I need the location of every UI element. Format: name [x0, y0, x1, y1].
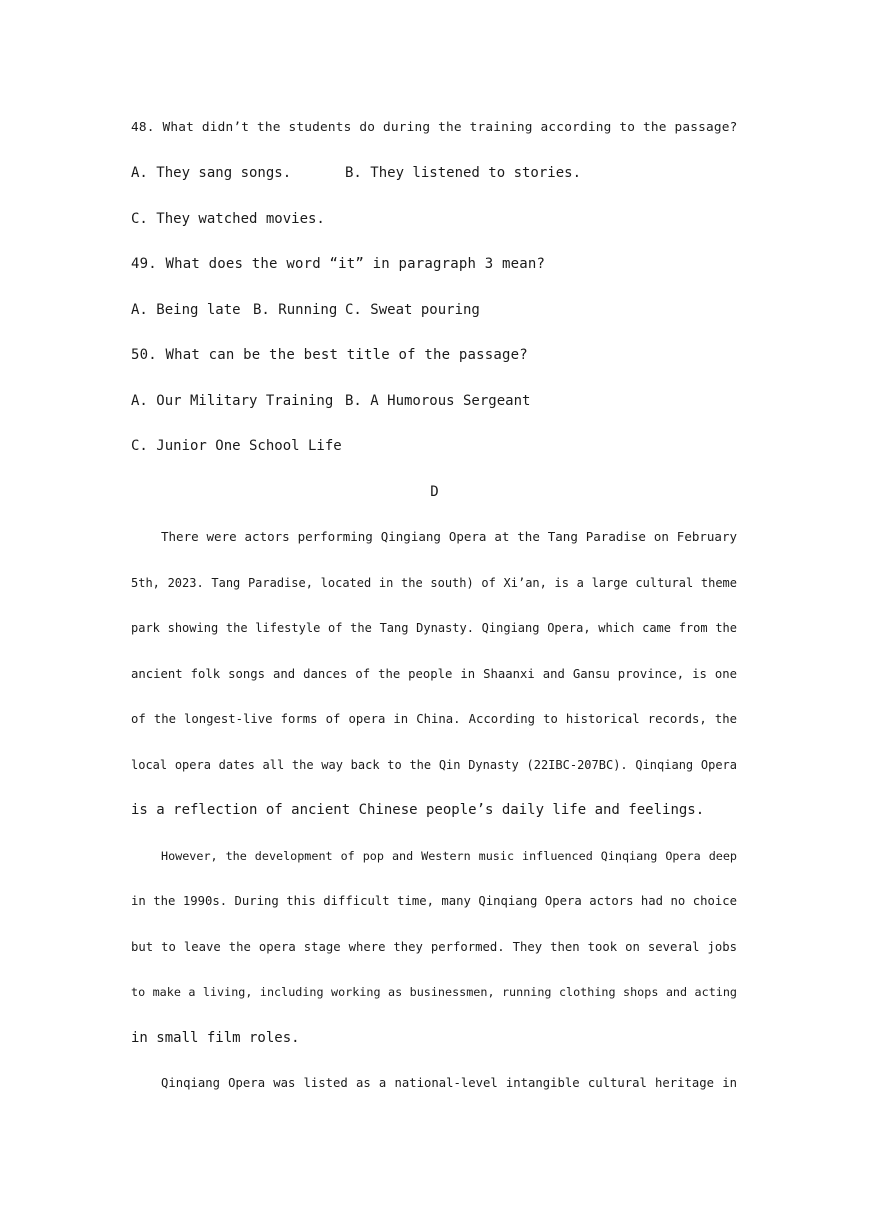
question-48-stem: 48. What didn’t the students do during the training according to the passage?	[131, 120, 738, 135]
question-50-stem: 50. What can be the best title of the passage?	[131, 347, 528, 363]
paragraph-2-line-5: in small film roles.	[131, 1030, 300, 1046]
paragraph-2-line-4: to make a living, including working as businessmen, running clothing shops and acting	[131, 985, 737, 999]
question-50-option-a: A. Our Military Training	[131, 393, 334, 409]
question-49-option-c: C. Sweat pouring	[345, 302, 480, 318]
paragraph-1-line-1: There were actors performing Qingiang Opera at the Tang Paradise on February	[161, 529, 737, 544]
question-49-option-a: A. Being late	[131, 302, 241, 318]
section-heading: D	[430, 484, 439, 500]
paragraph-2-line-2: in the 1990s. During this difficult time, many Qinqiang Opera actors had no choice	[131, 894, 737, 908]
question-48-option-b: B. They listened to stories.	[345, 165, 582, 181]
paragraph-1-line-3: park showing the lifestyle of the Tang Dynasty. Qingiang Opera, which came from the	[131, 621, 737, 635]
paragraph-2-line-3: but to leave the opera stage where they performed. They then took on several jobs	[131, 940, 737, 954]
paragraph-1-line-7: is a reflection of ancient Chinese people’s daily life and feelings.	[131, 802, 705, 818]
question-49-option-b: B. Running	[253, 302, 338, 318]
paragraph-2-line-1: However, the development of pop and Western music influenced Qinqiang Opera deep	[161, 849, 737, 863]
paragraph-1-line-6: local opera dates all the way back to the Qin Dynasty (22IBC-207BC). Qinqiang Opera	[131, 758, 737, 772]
question-49-stem: 49. What does the word “it” in paragraph 3 mean?	[131, 256, 546, 272]
question-48-option-c: C. They watched movies.	[131, 211, 325, 227]
paragraph-3-line-1: Qinqiang Opera was listed as a national-level intangible cultural heritage in	[161, 1076, 737, 1090]
question-48-option-a: A. They sang songs.	[131, 165, 292, 181]
paragraph-1-line-2: 5th, 2023. Tang Paradise, located in the south) of Xi’an, is a large cultural theme	[131, 576, 737, 590]
paragraph-1-line-5: of the longest-live forms of opera in China. According to historical records, the	[131, 712, 737, 726]
paragraph-1-line-4: ancient folk songs and dances of the people in Shaanxi and Gansu province, is one	[131, 667, 737, 681]
question-50-option-b: B. A Humorous Sergeant	[345, 393, 531, 409]
question-50-option-c: C. Junior One School Life	[131, 438, 342, 454]
